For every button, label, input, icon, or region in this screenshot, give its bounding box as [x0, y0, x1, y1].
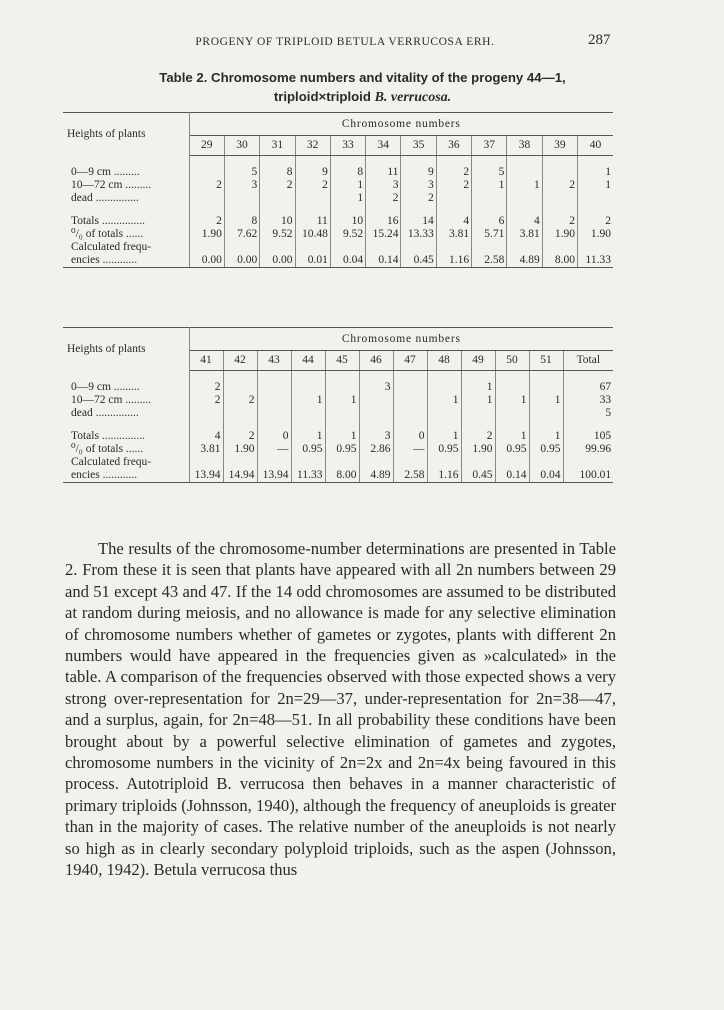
table2-cell: [427, 456, 461, 469]
table2-row-label: encies ............: [63, 469, 189, 483]
table1-cell: [189, 192, 224, 205]
spacer: [189, 205, 224, 215]
table1-column-header: 38: [507, 136, 542, 155]
table2-cell: 1: [291, 430, 325, 443]
table1-cell: 9.52: [260, 228, 295, 241]
table2-cell: 2: [223, 430, 257, 443]
table2-cell: 3: [359, 381, 393, 394]
table1-cell: [507, 241, 542, 254]
table2-row: [63, 469, 613, 483]
spacer: [63, 420, 189, 430]
spacer: [563, 420, 613, 430]
table1-cell: [260, 241, 295, 254]
table1-cell: 4: [436, 215, 471, 228]
table1-cell: 1: [578, 179, 614, 192]
spacer: [401, 155, 436, 166]
table2-column-header: 50: [495, 351, 529, 370]
table1-cell: [224, 192, 259, 205]
table1-cell: 5: [472, 166, 507, 179]
table2-cell: —: [393, 443, 427, 456]
spacer: [260, 205, 295, 215]
table2-cell: 1: [427, 430, 461, 443]
table2-cell: [359, 456, 393, 469]
table2-cell: [529, 407, 563, 420]
table1-column-header: 33: [330, 136, 365, 155]
table1-cell: 0.04: [330, 254, 365, 268]
spacer: [189, 420, 223, 430]
table2-cell: [325, 456, 359, 469]
table2-column-header: 49: [461, 351, 495, 370]
table2-cell: 1: [325, 394, 359, 407]
table2-cell: 2: [461, 430, 495, 443]
table1-cell: 0.14: [366, 254, 401, 268]
table2-cell: 0: [257, 430, 291, 443]
table1-cell: 1: [507, 179, 542, 192]
table1-column-header: 36: [436, 136, 471, 155]
table2-cell: 1: [495, 430, 529, 443]
table2-cell: [359, 394, 393, 407]
table2-cell: 1: [291, 394, 325, 407]
table1-cell: 2: [436, 166, 471, 179]
table1-cell: [507, 166, 542, 179]
table1-cell: 2: [366, 192, 401, 205]
table2-cell: 8.00: [325, 469, 359, 483]
table2-cell: 2.58: [393, 469, 427, 483]
table2-cell: 2.86: [359, 443, 393, 456]
caption-species: B. verrucosa.: [374, 90, 452, 105]
table2-cell: 1: [461, 381, 495, 394]
table1-cell: [542, 166, 577, 179]
table2-cell: [257, 407, 291, 420]
table1-row: [63, 241, 613, 254]
spacer: [257, 370, 291, 381]
table2-cell: 0.95: [427, 443, 461, 456]
caption-parent-a: triploid: [273, 89, 319, 104]
spacer: [189, 370, 223, 381]
table1-row: [63, 215, 613, 228]
spacer: [366, 155, 401, 166]
table1-column-header: 37: [472, 136, 507, 155]
table1-cell: 1.90: [201, 227, 222, 240]
spacer: [427, 420, 461, 430]
table2-cell: [427, 381, 461, 394]
table1-cell: [578, 192, 614, 205]
spacer: [295, 155, 330, 166]
table1-column-header: 39: [542, 136, 577, 155]
spacer: [542, 205, 577, 215]
spacer: [436, 155, 471, 166]
table2-cell: 33: [563, 394, 613, 407]
spacer: [495, 370, 529, 381]
table2-cell: [495, 456, 529, 469]
table1-cell: 1: [578, 166, 614, 179]
table2-row-header: Heights of plants: [63, 328, 189, 371]
table1-row: [63, 254, 613, 268]
spacer: [507, 205, 542, 215]
table2-cell: 2: [223, 394, 257, 407]
table1-cell: 0.00: [260, 254, 295, 268]
table1-cell: 10.48: [295, 228, 330, 241]
table2-column-header: 45: [325, 351, 359, 370]
table2-column-header: Total: [563, 351, 613, 370]
table1-cell: 1: [472, 179, 507, 192]
table2-row: [63, 407, 613, 420]
table1-cell: [542, 241, 577, 254]
table1-row-label: 0—9 cm .........: [63, 166, 189, 179]
table1-cell: 10: [330, 215, 365, 228]
table2-group-header: Chromosome numbers: [189, 328, 613, 351]
table1-cell: [542, 192, 577, 205]
table2-cell: [223, 456, 257, 469]
table2-cell: [529, 381, 563, 394]
table1-cell: 1.90: [542, 228, 577, 241]
table2-row: [63, 430, 613, 443]
spacer: [461, 420, 495, 430]
table1-cell: [472, 241, 507, 254]
table1-cell: 8.00: [542, 254, 577, 268]
table2-cell: 14.94: [223, 469, 257, 483]
spacer: [578, 205, 614, 215]
table2-cell: 0.95: [529, 443, 563, 456]
table2-column-header: 44: [291, 351, 325, 370]
table1-cell: 11.33: [578, 254, 614, 268]
table2-cell: 2: [214, 380, 221, 393]
table2-cell: 4: [214, 429, 221, 442]
spacer: [223, 370, 257, 381]
table1-row: [63, 228, 613, 241]
table1-cell: [578, 241, 614, 254]
spacer: [223, 420, 257, 430]
table1-cell: 1.16: [436, 254, 471, 268]
spacer: [359, 420, 393, 430]
table1-cell: 2: [216, 214, 222, 227]
spacer: [427, 370, 461, 381]
table2-row-label: 0—9 cm .........: [63, 381, 189, 394]
table1-row-label: Totals ...............: [63, 215, 189, 228]
table2-cell: [393, 381, 427, 394]
table2-cell: 0.45: [461, 469, 495, 483]
table2-column-header: 51: [529, 351, 563, 370]
body-paragraph: The results of the chromosome-number determinations are presented in Table 2. From these it is seen that plants have appeared with all 2n numbers between 29 and 51 except 43 and 47. If the 14 odd chromosomes are assumed to be distributed at random during meiosis, and no allowance is made for any selective elimination of chromosome numbers whether of gametes or zygotes, plants with different 2n numbers would have appeared in the frequencies given as »calculated» in the table. A comparison of the frequencies observed with those expected shows a very strong over-representation for 2n=29—37, under-representation for 2n=38—47, and a surplus, again, for 2n=48—51. In all probability these conditions have been brought about by a powerful selective elimination of gametes and zygotes, chromosome numbers in the vicinity of 2n=2x and 2n=4x being favoured in this process. Autotriploid B. verrucosa then behaves in a manner characteristic of primary triploids (Johnsson, 1940), although the frequency of aneuploids is greater than in the majority of cases. The relative number of the aneuploids is not nearly so high as in clearly secondary polyploid triploids, such as the aspen (Johnsson, 1940, 1942). Betula verrucosa thus: [65, 539, 616, 880]
table2-cell: [257, 394, 291, 407]
running-head: PROGENY OF TRIPLOID BETULA VERRUCOSA ERH.: [195, 36, 495, 48]
table1-cell: 14: [401, 215, 436, 228]
table2-cell: [189, 456, 223, 469]
spacer: [359, 370, 393, 381]
table2-cell: 67: [563, 381, 613, 394]
table1-cell: 4.89: [507, 254, 542, 268]
table2-cell: [461, 407, 495, 420]
table2-cell: 2: [214, 393, 221, 406]
table1-cell: 2: [295, 179, 330, 192]
table2-cell: [189, 407, 223, 420]
table2-cell: [291, 407, 325, 420]
table1-cell: 5.71: [472, 228, 507, 241]
table2-cell: 13.94: [257, 469, 291, 483]
table2-cell: 100.01: [563, 469, 613, 483]
table2-cell: 0.95: [325, 443, 359, 456]
table1-cell: [436, 241, 471, 254]
table2-cell: 105: [563, 430, 613, 443]
table1-cell: 0.00: [224, 254, 259, 268]
spacer: [189, 155, 224, 166]
table1-cell: [472, 192, 507, 205]
spacer: [224, 205, 259, 215]
table1-column-header: 34: [366, 136, 401, 155]
table1-column-header: 30: [224, 136, 259, 155]
table1-column-header: 29: [189, 136, 224, 155]
table2-cell: 99.96: [563, 443, 613, 456]
table1-cell: 3: [224, 179, 259, 192]
table1-cell: [366, 241, 401, 254]
spacer: [63, 205, 189, 215]
table2-cell: [257, 381, 291, 394]
table1-row-label: 10—72 cm .........: [63, 179, 189, 192]
spacer: [325, 420, 359, 430]
table1-group-header: Chromosome numbers: [189, 113, 613, 136]
spacer: [325, 370, 359, 381]
table1-cell: 10: [260, 215, 295, 228]
table1-row-label: Calculated frequ-: [63, 241, 189, 254]
table1-cell: [260, 192, 295, 205]
table2-cell: 3: [359, 430, 393, 443]
table1-cell: [330, 241, 365, 254]
table2-cell: 1: [325, 430, 359, 443]
table1-row: [63, 179, 613, 192]
page-number: 287: [588, 32, 611, 48]
table1-cell: 9: [401, 166, 436, 179]
spacer: [330, 155, 365, 166]
table1-cell: 8: [260, 166, 295, 179]
table1-cell: 2: [542, 215, 577, 228]
spacer: [330, 205, 365, 215]
spacer: [495, 420, 529, 430]
table2-row: [63, 394, 613, 407]
table1-cell: 1.90: [578, 228, 614, 241]
table2-cell: [393, 394, 427, 407]
table1-row: [63, 166, 613, 179]
table1-cell: [436, 192, 471, 205]
table2-cell: [427, 407, 461, 420]
spacer: [63, 370, 189, 381]
table1-cell: 8: [224, 215, 259, 228]
table2-row-label: Totals ...............: [63, 430, 189, 443]
table1-column-header: 32: [295, 136, 330, 155]
table1-cell: 13.33: [401, 228, 436, 241]
spacer: [366, 205, 401, 215]
table2-cell: 0: [393, 430, 427, 443]
table2-cell: [223, 407, 257, 420]
table1-cell: 3.81: [436, 228, 471, 241]
table1-cell: 2: [542, 179, 577, 192]
table1-column-header: 35: [401, 136, 436, 155]
table1-cell: 2: [260, 179, 295, 192]
table2-cell: 1: [495, 394, 529, 407]
spacer: [542, 155, 577, 166]
table1-cell: [401, 241, 436, 254]
table2-cell: —: [257, 443, 291, 456]
table2-row-label: ⁰/₀ of totals ......: [63, 443, 189, 456]
table1-cell: [295, 192, 330, 205]
table1-cell: 1: [330, 192, 365, 205]
table2-cell: 11.33: [291, 469, 325, 483]
table1-cell: 9.52: [330, 228, 365, 241]
table1-cell: 8: [330, 166, 365, 179]
table2-cell: [291, 456, 325, 469]
table1-cell: 0.45: [401, 254, 436, 268]
chromosome-table-41-51: [63, 327, 613, 483]
spacer: [507, 155, 542, 166]
table2-cell: [325, 381, 359, 394]
table2-row: [63, 456, 613, 469]
cross-symbol: ×: [318, 89, 327, 104]
table2-cell: [393, 456, 427, 469]
spacer: [260, 155, 295, 166]
chromosome-table-29-40: [63, 112, 613, 268]
table1-cell: 16: [366, 215, 401, 228]
table1-cell: 2: [216, 178, 222, 191]
table2-cell: [325, 407, 359, 420]
table1-cell: 7.62: [224, 228, 259, 241]
table1-row-label: encies ............: [63, 254, 189, 268]
table1-cell: 2: [578, 215, 614, 228]
table1-cell: 0.01: [295, 254, 330, 268]
table2-cell: [495, 381, 529, 394]
table-caption: [70, 68, 655, 107]
spacer: [401, 205, 436, 215]
table1-cell: 9: [295, 166, 330, 179]
table1-cell: [189, 241, 224, 254]
table1-cell: [224, 241, 259, 254]
spacer: [393, 370, 427, 381]
table1-cell: 3: [401, 179, 436, 192]
spacer: [472, 155, 507, 166]
table1-cell: 4: [507, 215, 542, 228]
table2-cell: 1: [461, 394, 495, 407]
spacer: [393, 420, 427, 430]
table1-row-label: ⁰/₀ of totals ......: [63, 228, 189, 241]
table2-cell: 0.95: [495, 443, 529, 456]
spacer: [224, 155, 259, 166]
table2-row-label: 10—72 cm .........: [63, 394, 189, 407]
table2-cell: 1.16: [427, 469, 461, 483]
table2-cell: [495, 407, 529, 420]
spacer: [472, 205, 507, 215]
table1-cell: 0.00: [189, 254, 224, 268]
table2-cell: 0.04: [529, 469, 563, 483]
table2-cell: 1: [427, 394, 461, 407]
caption-parent-b: triploid: [326, 89, 375, 104]
table1-cell: 2: [436, 179, 471, 192]
table2-cell: 1: [529, 430, 563, 443]
table2-cell: [393, 407, 427, 420]
table2-cell: [359, 407, 393, 420]
spacer: [291, 420, 325, 430]
table2-column-header: 46: [359, 351, 393, 370]
table1-cell: 2.58: [472, 254, 507, 268]
table2-cell: [291, 381, 325, 394]
spacer: [578, 155, 614, 166]
table1-column-header: 40: [578, 136, 614, 155]
table2-column-header: 47: [393, 351, 427, 370]
table2-cell: 3.81: [200, 442, 221, 455]
table2-column-header: 41: [189, 351, 223, 370]
caption-line-1: Table 2. Chromosome numbers and vitality of the progeny 44—1,: [159, 70, 566, 85]
table1-row-header: Heights of plants: [63, 113, 189, 156]
table1-cell: 2: [401, 192, 436, 205]
spacer: [436, 205, 471, 215]
table2-cell: 0.95: [291, 443, 325, 456]
table2-column-header: 42: [223, 351, 257, 370]
spacer: [63, 155, 189, 166]
table2-row: [63, 443, 613, 456]
caption-line-2: [70, 87, 655, 107]
table1-cell: 1: [330, 179, 365, 192]
spacer: [295, 205, 330, 215]
table1-cell: 11: [295, 215, 330, 228]
table2-cell: 0.14: [495, 469, 529, 483]
table1-row-label: dead ...............: [63, 192, 189, 205]
table2-row-label: Calculated frequ-: [63, 456, 189, 469]
table2-cell: [529, 456, 563, 469]
table1-cell: [507, 192, 542, 205]
table1-cell: 3: [366, 179, 401, 192]
table2-column-header: 43: [257, 351, 291, 370]
table2-cell: 1: [529, 394, 563, 407]
table2-row-label: dead ...............: [63, 407, 189, 420]
spacer: [563, 370, 613, 381]
table1-cell: [189, 166, 224, 179]
table2-row: [63, 381, 613, 394]
spacer: [291, 370, 325, 381]
table2-cell: 1.90: [223, 443, 257, 456]
table1-cell: [295, 241, 330, 254]
table1-cell: 3.81: [507, 228, 542, 241]
spacer: [257, 420, 291, 430]
table1-cell: 6: [472, 215, 507, 228]
table1-cell: 11: [366, 166, 401, 179]
spacer: [461, 370, 495, 381]
table1-row: [63, 192, 613, 205]
table2-column-header: 48: [427, 351, 461, 370]
table2-cell: 5: [563, 407, 613, 420]
table2-cell: 4.89: [359, 469, 393, 483]
table2-cell: 13.94: [189, 469, 223, 483]
table2-cell: 1.90: [461, 443, 495, 456]
table2-cell: [461, 456, 495, 469]
table2-cell: [223, 381, 257, 394]
table1-cell: 5: [224, 166, 259, 179]
table2-cell: [257, 456, 291, 469]
table1-column-header: 31: [260, 136, 295, 155]
spacer: [529, 370, 563, 381]
table1-cell: 15.24: [366, 228, 401, 241]
table2-cell: [563, 456, 613, 469]
spacer: [529, 420, 563, 430]
